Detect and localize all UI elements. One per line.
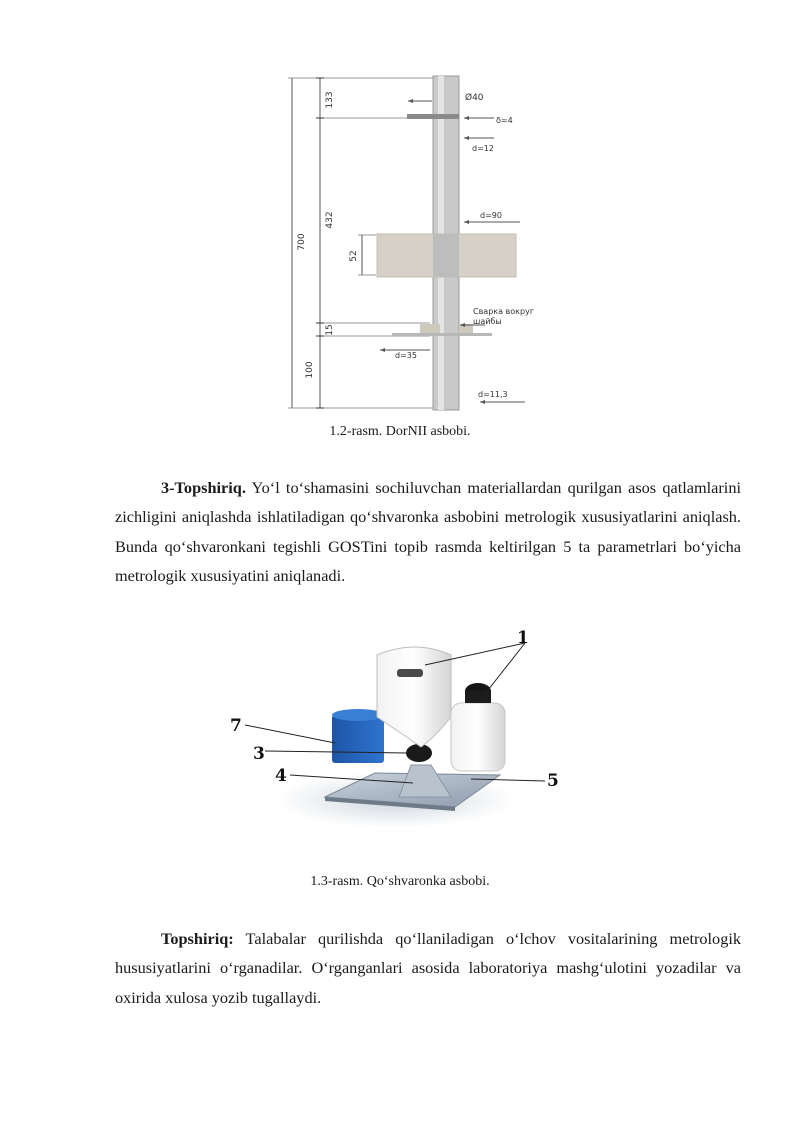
dim-52-label: 52 xyxy=(349,250,359,262)
dim-133-label: 133 xyxy=(325,91,335,109)
dim-432-label: 432 xyxy=(325,211,335,229)
task-3-text: Yo‘l to‘shamasini sochiluvchan materiallardan qurilgan asos qatlamlarini zichligini aniqlashda ishlatiladigan qo‘shvaronka asbobini metrologik xususiyatlarini aniqlash. Bunda qo‘shvaronkani tegishli GOSTini topib rasmda keltirilgan 5 ta parametrlari bo‘yicha metrologik xususiyatini aniqlanadi. xyxy=(115,478,741,585)
d35-label: d=35 xyxy=(395,351,417,360)
blue-container xyxy=(332,715,384,763)
callout-3: 3 xyxy=(253,744,265,764)
callout-4: 4 xyxy=(275,766,287,786)
figure-1-2-caption: 1.2-rasm. DorNII asbobi. xyxy=(329,424,471,439)
funnel-device-figure xyxy=(215,625,575,840)
small-bottle xyxy=(451,703,505,771)
task-heading: Topshiriq: xyxy=(161,929,234,948)
dornii-drawing xyxy=(280,70,560,415)
delta4-label: δ=4 xyxy=(496,116,513,125)
funnel-device-illustration xyxy=(215,625,575,840)
phi40-label: Ø40 xyxy=(465,93,484,103)
task-paragraph xyxy=(115,924,741,1012)
weld-label-line1: Сварка вокруг xyxy=(473,307,535,316)
callout-7: 7 xyxy=(230,716,242,736)
dim-15-label: 15 xyxy=(325,324,335,336)
d90-label: d=90 xyxy=(480,211,502,220)
d11-label: d=11,3 xyxy=(478,390,508,399)
callout-5: 5 xyxy=(547,771,559,791)
callout-1: 1 xyxy=(517,628,529,648)
task-3-heading: 3-Topshiriq. xyxy=(161,478,246,497)
figure-1-3-caption: 1.3-rasm. Qo‘shvaronka asbobi. xyxy=(310,874,490,889)
d12-label: d=12 xyxy=(472,144,494,153)
dim-100-label: 100 xyxy=(305,361,315,379)
task-text: Talabalar qurilishda qo‘llaniladigan o‘lchov vositalarining metrologik hususiyatlarini o‘rganadilar. O‘rganganlari asosida laboratoriya mashg‘ulotini yozadilar va oxirida xulosa yozib tugallaydi. xyxy=(115,929,741,1007)
task-3-paragraph xyxy=(115,473,741,590)
dornii-device-figure xyxy=(280,70,560,415)
dim-700-label: 700 xyxy=(297,233,307,251)
top-washer xyxy=(407,114,459,119)
weld-label-line2: шайбы xyxy=(473,317,502,326)
valve xyxy=(406,744,432,762)
